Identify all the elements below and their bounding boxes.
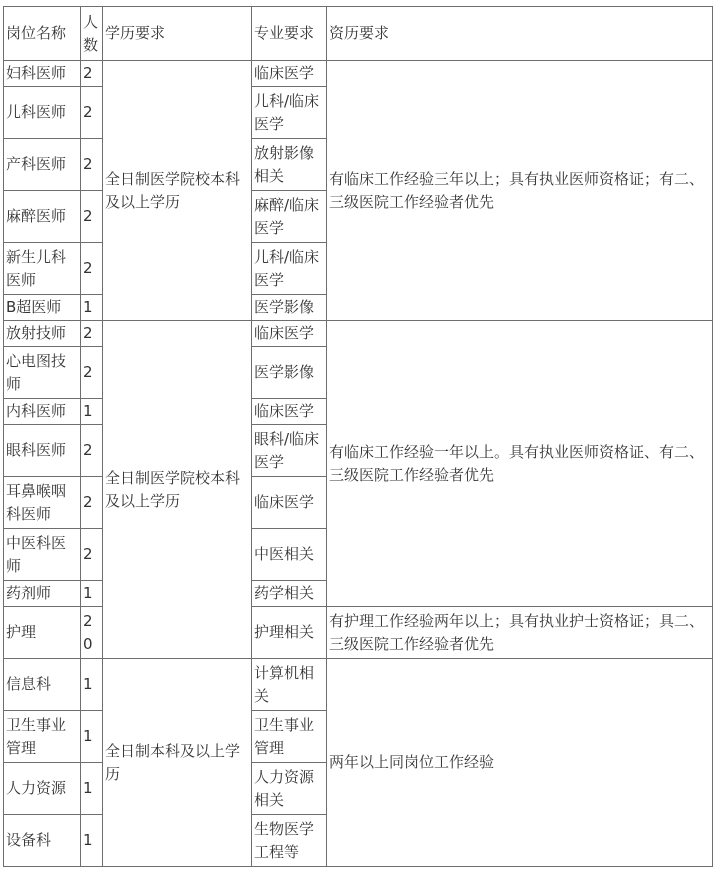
major-cell: 药学相关	[252, 581, 327, 607]
table-row	[4, 659, 713, 711]
count-cell: 2	[81, 477, 103, 529]
count-cell: 20	[81, 607, 103, 659]
count-cell: 2	[81, 61, 103, 87]
count-cell: 2	[81, 529, 103, 581]
count-cell: 2	[81, 347, 103, 399]
header-position: 岗位名称	[4, 7, 81, 61]
position-cell: B超医师	[4, 295, 81, 321]
position-cell: 信息科	[4, 659, 81, 711]
count-cell: 2	[81, 243, 103, 295]
education-cell: 全日制医学院校本科及以上学历	[103, 61, 252, 321]
major-cell: 眼科/临床医学	[252, 425, 327, 477]
major-cell: 医学影像	[252, 347, 327, 399]
position-cell: 卫生事业管理	[4, 711, 81, 763]
count-cell: 2	[81, 191, 103, 243]
count-cell: 1	[81, 295, 103, 321]
header-qualification: 资历要求	[327, 7, 713, 61]
count-cell: 1	[81, 815, 103, 867]
header-education: 学历要求	[103, 7, 252, 61]
position-cell: 麻醉医师	[4, 191, 81, 243]
header-count: 人数	[81, 7, 103, 61]
major-cell: 医学影像	[252, 295, 327, 321]
qualification-cell: 有临床工作经验一年以上。具有执业医师资格证、有二、三级医院工作经验者优先	[327, 321, 713, 607]
major-cell: 计算机相关	[252, 659, 327, 711]
position-cell: 新生儿科医师	[4, 243, 81, 295]
position-cell: 内科医师	[4, 399, 81, 425]
position-cell: 人力资源	[4, 763, 81, 815]
position-cell: 护理	[4, 607, 81, 659]
count-cell: 1	[81, 763, 103, 815]
major-cell: 临床医学	[252, 61, 327, 87]
major-cell: 临床医学	[252, 399, 327, 425]
major-cell: 中医相关	[252, 529, 327, 581]
position-cell: 妇科医师	[4, 61, 81, 87]
table-row	[4, 61, 713, 87]
header-major: 专业要求	[252, 7, 327, 61]
position-cell: 儿科医师	[4, 87, 81, 139]
major-cell: 麻醉/临床医学	[252, 191, 327, 243]
major-cell: 生物医学工程等	[252, 815, 327, 867]
major-cell: 卫生事业管理	[252, 711, 327, 763]
header-row	[4, 7, 713, 61]
major-cell: 临床医学	[252, 321, 327, 347]
position-cell: 设备科	[4, 815, 81, 867]
major-cell: 人力资源相关	[252, 763, 327, 815]
count-cell: 2	[81, 425, 103, 477]
count-cell: 1	[81, 711, 103, 763]
count-cell: 2	[81, 87, 103, 139]
position-cell: 药剂师	[4, 581, 81, 607]
major-cell: 临床医学	[252, 477, 327, 529]
position-cell: 中医科医师	[4, 529, 81, 581]
position-cell: 放射技师	[4, 321, 81, 347]
count-cell: 2	[81, 139, 103, 191]
education-cell: 全日制医学院校本科及以上学历	[103, 321, 252, 659]
qualification-cell: 有临床工作经验三年以上；具有执业医师资格证；有二、三级医院工作经验者优先	[327, 61, 713, 321]
table-row	[4, 321, 713, 347]
major-cell: 放射影像相关	[252, 139, 327, 191]
qualification-cell: 有护理工作经验两年以上；具有执业护士资格证；具二、三级医院工作经验者优先	[327, 607, 713, 659]
education-cell: 全日制本科及以上学历	[103, 659, 252, 867]
position-cell: 眼科医师	[4, 425, 81, 477]
major-cell: 儿科/临床医学	[252, 243, 327, 295]
count-cell: 2	[81, 321, 103, 347]
count-cell: 1	[81, 399, 103, 425]
count-cell: 1	[81, 581, 103, 607]
position-cell: 心电图技师	[4, 347, 81, 399]
major-cell: 儿科/临床医学	[252, 87, 327, 139]
position-cell: 产科医师	[4, 139, 81, 191]
qualification-cell: 两年以上同岗位工作经验	[327, 659, 713, 867]
recruitment-table	[3, 6, 713, 867]
position-cell: 耳鼻喉咽科医师	[4, 477, 81, 529]
major-cell: 护理相关	[252, 607, 327, 659]
count-cell: 1	[81, 659, 103, 711]
